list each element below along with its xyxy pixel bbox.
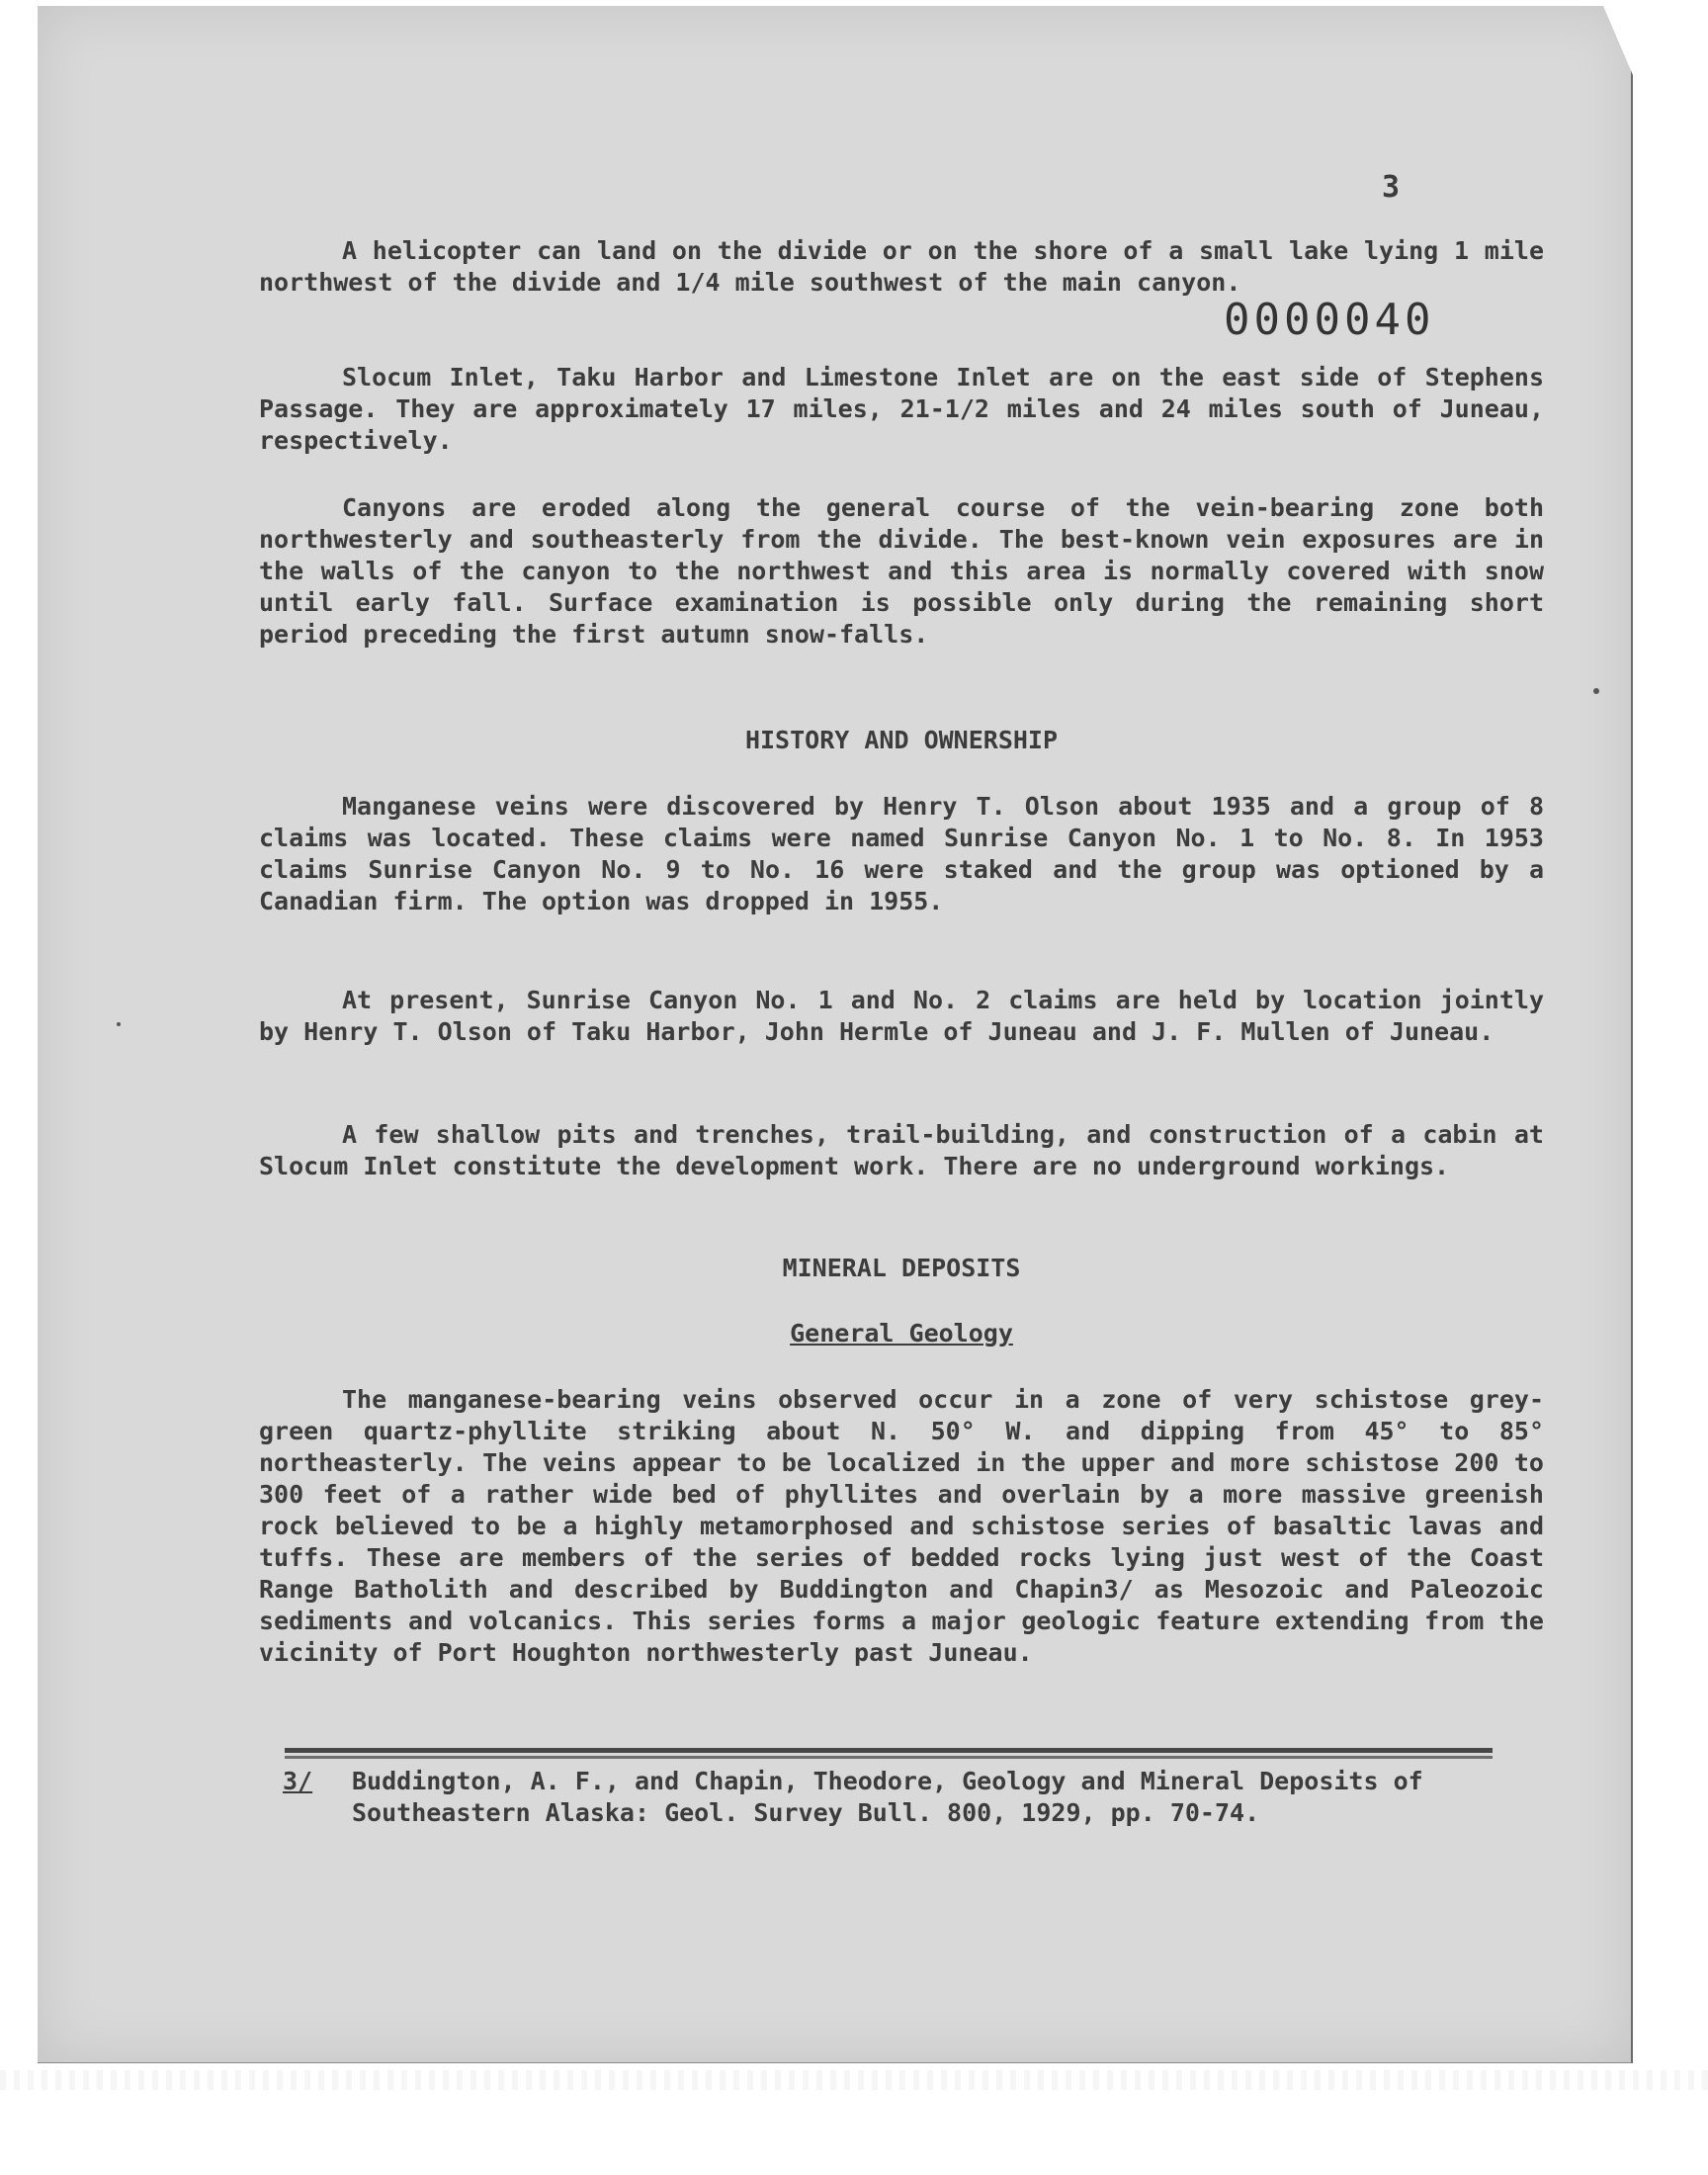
scan-speck	[117, 1022, 121, 1026]
scan-speck	[1593, 688, 1599, 694]
page-number: 3	[1382, 170, 1401, 205]
page-corner-fold	[1603, 6, 1633, 75]
document-stamp-number: 0000040	[1224, 295, 1435, 345]
paragraph-discovery: Manganese veins were discovered by Henry T. Olson about 1935 and a group of 8 claims was located. These claims were named Sunrise Canyon No. 1 to No. 8. In 1953 claims Sunrise Canyon No. 9 to No. 16 were staked and the group was optioned by a Canadian firm. The option was dropped in 1955.	[259, 792, 1544, 915]
paragraph-helicopter: A helicopter can land on the divide or on the shore of a small lake lying 1 mile northwest of the divide and 1/4 mile southwest of the main canyon.	[259, 236, 1544, 297]
paragraph-present-ownership: At present, Sunrise Canyon No. 1 and No. 2 claims are held by location jointly by Henry T. Olson of Taku Harbor, John Hermle of Juneau and J. F. Mullen of Juneau.	[259, 986, 1544, 1046]
footnote-separator-secondary	[285, 1756, 1493, 1759]
footnote-separator	[285, 1748, 1493, 1753]
scan-bottom-edge	[0, 2070, 1708, 2090]
document-page	[38, 6, 1633, 2063]
paragraph-location: Slocum Inlet, Taku Harbor and Limestone Inlet are on the east side of Stephens Passage. They are approximately 17 miles, 21-1/2 miles and 24 miles south of Juneau, respectively.	[259, 363, 1544, 455]
heading-general-geology-text: General Geology	[790, 1319, 1013, 1348]
paragraph-development: A few shallow pits and trenches, trail-building, and construction of a cabin at Slocum Inlet constitute the development work. There are no underground workings.	[259, 1120, 1544, 1180]
footnote-marker: 3/	[283, 1767, 313, 1795]
paragraph-canyons: Canyons are eroded along the general course of the vein-bearing zone both northwesterly and southeasterly from the divide. The best-known vein exposures are in the walls of the canyon to the northwest and this area is normally covered with snow until early fall. Surface examination is possible only during the remaining short period preceding the first autumn snow-falls.	[259, 493, 1544, 649]
heading-mineral-deposits: MINERAL DEPOSITS	[782, 1254, 1021, 1282]
heading-general-geology	[259, 1319, 1544, 1348]
paragraph-geology: The manganese-bearing veins observed occur in a zone of very schistose grey-green quartz-phyllite striking about N. 50° W. and dipping from 45° to 85° northeasterly. The veins appear to be localized in the upper and more schistose 200 to 300 feet of a rather wide bed of phyllites and overlain by a more massive greenish rock believed to be a highly metamorphosed and schistose series of basaltic lavas and tuffs. These are members of the series of bedded rocks lying just west of the Coast Range Batholith and described by Buddington and Chapin3/ as Mesozoic and Paleozoic sediments and volcanics. This series forms a major geologic feature extending from the vicinity of Port Houghton northwesterly past Juneau.	[259, 1385, 1544, 1667]
footnote-text: Buddington, A. F., and Chapin, Theodore, Geology and Mineral Deposits of Southeastern Alaska: Geol. Survey Bull. 800, 1929, pp. 70-74.	[352, 1767, 1423, 1827]
heading-history-and-ownership: HISTORY AND OWNERSHIP	[744, 726, 1059, 754]
